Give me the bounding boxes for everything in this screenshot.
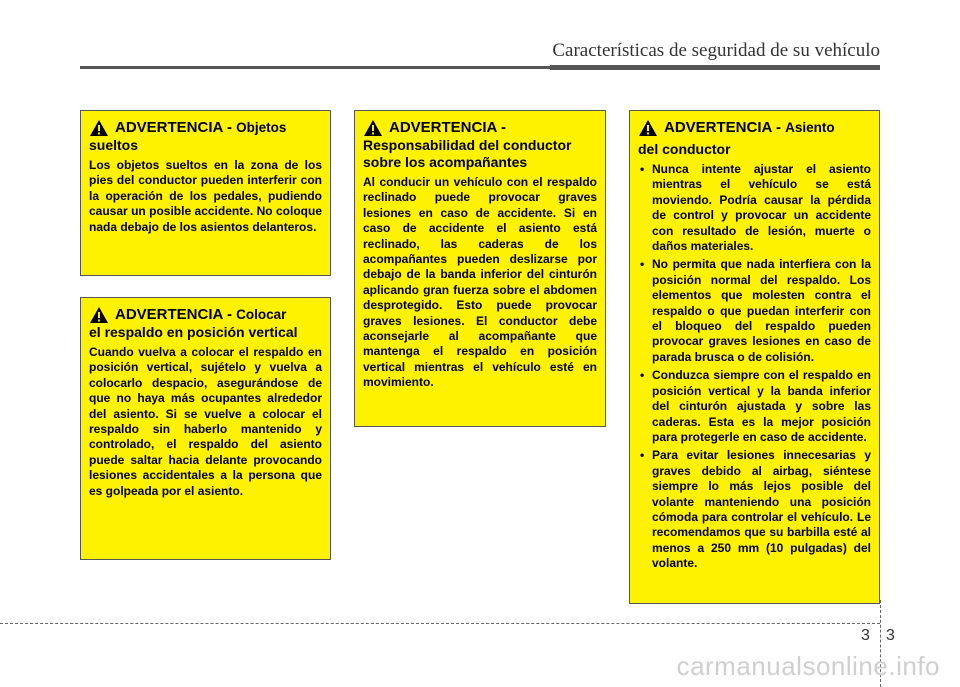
warning-triangle-icon bbox=[363, 119, 383, 137]
warning-body: Los objetos sueltos en la zona de los pies del conductor pueden interferir con la operación de los pedales, pudiendo causar un posible accidente. No coloque nada debajo de los asientos delanteros. bbox=[89, 158, 322, 234]
list-item: • No permita que nada interfiera con la posición normal del respaldo. Los elementos que molesten contra el respaldo o que puedan interferir con el bloqueo del respaldo pueden provocar graves lesiones en caso de parada brusca o de colisión. bbox=[638, 257, 871, 365]
warning-title bbox=[89, 306, 322, 324]
warning-body: Al conducir un vehículo con el respaldo reclinado puede provocar graves lesiones en caso de accidente. Si en caso de accidente el asiento está reclinado, las caderas de los acompañantes pueden deslizarse por debajo de la banda inferior del cinturón aplicando gran fuerza sobre el abdomen desprotegido. Esto puede provocar graves lesiones. El conductor debe aconsejarle al acompañante que mantenga el respaldo en posición vertical mientras el vehículo esté en movimiento. bbox=[363, 175, 597, 390]
warning-triangle-icon bbox=[638, 119, 658, 137]
warning-body: Cuando vuelva a colocar el respaldo en posición vertical, sujételo y vuelva a colocarlo despacio, asegurándose de que no haya más ocupantes alrededor del asiento. Si se vuelve a colocar el respaldo sin haberlo mantenido y controlado, el respaldo del asiento puede saltar hacia delante provocando lesiones accidentales a la persona que es golpeada por el asiento. bbox=[89, 345, 322, 498]
warning-title bbox=[363, 119, 597, 137]
warning-title bbox=[638, 119, 871, 137]
warning-box-asiento-conductor bbox=[629, 110, 880, 604]
page-number: 3 bbox=[886, 627, 895, 644]
warning-subject-cont: el respaldo en posición vertical bbox=[89, 324, 298, 340]
warning-subject: Objetos bbox=[236, 120, 287, 135]
list-item: • Para evitar lesiones innecesarias y graves debido al airbag, siéntese siempre lo más lejos posible del volante manteniendo una posición cómoda para controlar el vehículo. Le recomendamos que su barbilla esté al menos a 250 mm (10 pulgadas) del volante. bbox=[638, 448, 871, 571]
warning-title bbox=[89, 119, 322, 137]
warning-label: ADVERTENCIA - bbox=[664, 119, 786, 136]
warning-triangle-icon bbox=[89, 119, 109, 137]
warning-box-responsabilidad bbox=[354, 110, 606, 427]
warning-subject-cont: del conductor bbox=[638, 141, 731, 157]
warning-box-objetos-sueltos bbox=[80, 110, 331, 276]
warning-label: ADVERTENCIA - bbox=[115, 306, 237, 323]
list-item: • Conduzca siempre con el respaldo en posición vertical y la banda inferior del cinturón ajustada y sobre las caderas. Esta es la mejor posición para protegerle en caso de accidente. bbox=[638, 368, 871, 445]
warning-box-colocar-respaldo bbox=[80, 297, 331, 560]
page-header-title: Características de seguridad de su vehículo bbox=[552, 40, 880, 61]
warning-label: ADVERTENCIA - bbox=[115, 119, 237, 136]
chapter-number: 3 bbox=[861, 627, 870, 644]
warning-subject: Colocar bbox=[236, 307, 287, 322]
warning-triangle-icon bbox=[89, 306, 109, 324]
header-rule bbox=[80, 66, 880, 69]
warning-list bbox=[638, 162, 871, 572]
watermark: carmanualsonline.info bbox=[676, 651, 940, 681]
warning-subject-cont: sueltos bbox=[89, 137, 139, 153]
warning-label: ADVERTENCIA - bbox=[389, 119, 506, 136]
warning-subject: Asiento bbox=[785, 120, 835, 135]
footer-rule bbox=[0, 623, 880, 624]
warning-subject-cont: Responsabilidad del conductor sobre los acompañantes bbox=[363, 137, 572, 170]
list-item: • Nunca intente ajustar el asiento mientras el vehículo se está moviendo. Podría causar la pérdida de control y provocar un accidente con resultado de lesión, muerte o daños materiales. bbox=[638, 162, 871, 254]
